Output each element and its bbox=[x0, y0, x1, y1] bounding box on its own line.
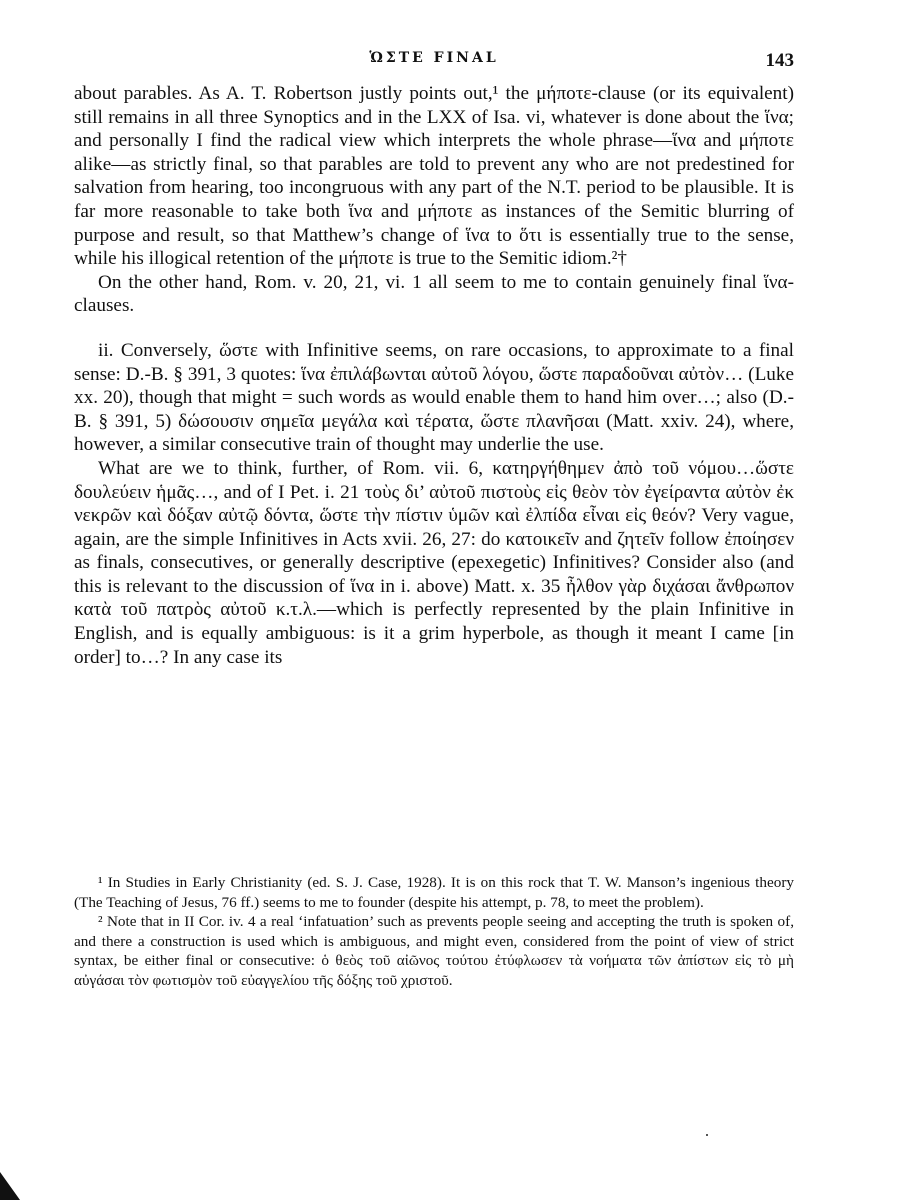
main-text bbox=[74, 82, 794, 669]
scan-corner-mark bbox=[0, 1172, 20, 1200]
paragraph-section-ii: ii. Conversely, ὥστε with Infinitive seems, on rare occasions, to approximate to a final sense: D.-B. § 391, 3 quotes: ἵνα ἐπιλάβωνται αὐτοῦ λόγου, ὥστε παραδοῦναι αὐτὸν… (Luke xx. 20), though that might = such words as would enable them to hand him over…; also (D.-B. § 391, 5) δώσουσιν σημεῖα μεγάλα καὶ τέρατα, ὥστε πλανῆσαι (Matt. xxiv. 24), where, however, a similar consecutive train of thought may underlie the use. bbox=[74, 339, 794, 456]
page-number: 143 bbox=[765, 50, 794, 71]
scan-speck bbox=[706, 1134, 708, 1136]
paragraph-rom-final: On the other hand, Rom. v. 20, 21, vi. 1 all seem to me to contain genuinely final ἵνα-clauses. bbox=[74, 271, 794, 317]
page-header bbox=[74, 50, 794, 76]
footnote-1: ¹ In Studies in Early Christianity (ed. S. J. Case, 1928). It is on this rock that T. W. Manson’s ingenious theory (The Teaching of Jesus, 76 ff.) seems to me to founder (despite his attempt, p. 78, to meet the problem). bbox=[74, 874, 794, 911]
paragraph-continuation: about parables. As A. T. Robertson justly points out,¹ the μήποτε-clause (or its equivalent) still remains in all three Synoptics and in the LXX of Isa. vi, whatever is done about the ἵνα; and personally I find the radical view which interprets the whole phrase—ἵνα and μήποτε alike—as strictly final, so that parables are told to prevent any who are not predestined for salvation from hearing, too incongruous with any part of the N.T. period to be plausible. It is far more reasonable to take both ἵνα and μήποτε as instances of the Semitic blurring of purpose and result, so that Matthew’s change of ἵνα to ὅτι is essentially true to the sense, while his illogical retention of the μήποτε is true to the Semitic idiom.²† bbox=[74, 83, 794, 270]
footnote-2: ² Note that in II Cor. iv. 4 a real ‘infatuation’ such as prevents people seeing and accepting the truth is spoken of, and there a construction is used which is ambiguous, and might even, considered from the point of view of strict syntax, be either final or consecutive: ὁ θεὸς τοῦ αἰῶνος τούτου ἐτύφλωσεν τὰ νοήματα τῶν ἀπίστων εἰς τὸ μὴ αὐγάσαι τὸν φωτισμὸν τοῦ εὐαγγελίου τῆς δόξης τοῦ χριστοῦ. bbox=[74, 913, 794, 989]
footnotes bbox=[74, 873, 794, 991]
running-head: ὩΣΤΕ FINAL bbox=[369, 50, 499, 66]
paragraph-infinitives: What are we to think, further, of Rom. vii. 6, κατηργήθημεν ἀπὸ τοῦ νόμου…ὥστε δουλεύειν ἡμᾶς…, and of I Pet. i. 21 τοὺς δι’ αὐτοῦ πιστοὺς εἰς θεὸν τὸν ἐγείραντα αὐτὸν ἐκ νεκρῶν καὶ δόξαν αὐτῷ δόντα, ὥστε τὴν πίστιν ὑμῶν καὶ ἐλπίδα εἶναι εἰς θεόν? Very vague, again, are the simple Infinitives in Acts xvii. 26, 27: do κατοικεῖν and ζητεῖν follow ἐποίησεν as finals, consecutives, or generally descriptive (epexegetic) Infinitives? Consider also (and this is relevant to the discussion of ἵνα in i. above) Matt. x. 35 ἦλθον γὰρ διχάσαι ἄνθρωπον κατὰ τοῦ πατρὸς αὐτοῦ κ.τ.λ.—which is perfectly represented by the plain Infinitive in English, and is equally ambiguous: is it a grim hyperbole, as though it meant I came [in order] to…? In any case its bbox=[74, 457, 794, 668]
